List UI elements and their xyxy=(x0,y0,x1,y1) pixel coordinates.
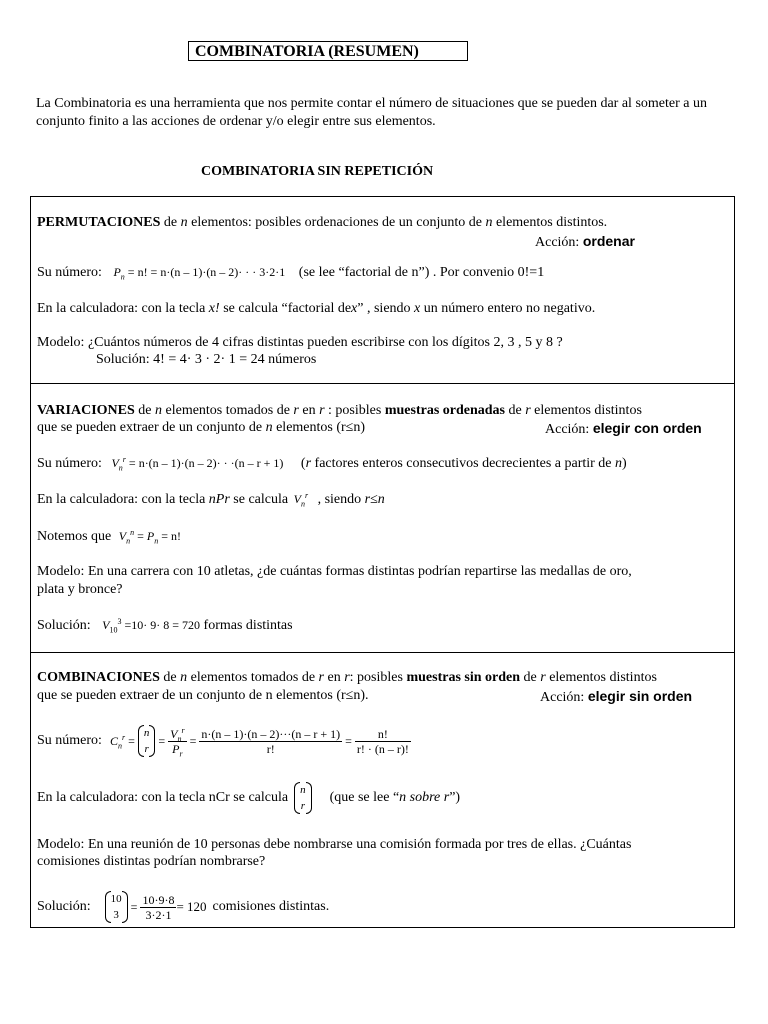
variaciones-box xyxy=(30,383,735,653)
intro-paragraph: La Combinatoria es una herramienta que nos permite contar el número de situaciones que se pueden dar al someter a un conjunto finito a las acciones de ordenar y/o elegir entre sus elementos. xyxy=(36,96,707,129)
variaciones-modelo-1: Modelo: En una carrera con 10 atletas, ¿de cuántas formas distintas podrían repartirse las medallas de oro, xyxy=(37,564,632,579)
combinaciones-box xyxy=(30,652,735,928)
combinaciones-modelo-1: Modelo: En una reunión de 10 personas debe nombrarse una comisión formada por tres de ellas. ¿Cuántas xyxy=(37,837,632,852)
variaciones-definition-line2: que se pueden extraer de un conjunto de n elementos (r≤n) xyxy=(37,420,366,435)
combinaciones-definition-line2: que se pueden extraer de un conjunto de n elementos (r≤n). xyxy=(37,688,369,703)
permutaciones-solucion: Solución: 4! = 4· 3 · 2· 1 = 24 números xyxy=(96,352,317,367)
variaciones-accion: Acción: elegir con orden xyxy=(545,420,702,437)
combinaciones-calculadora: En la calculadora: con la tecla nCr se calcula n r (que se lee “ n sobre r ”) xyxy=(37,784,461,812)
permutaciones-definition: PERMUTACIONES de n elementos: posibles ordenaciones de un conjunto de n elementos distintos. xyxy=(37,215,608,230)
variaciones-solucion: Solución: $V_{10}^3 =10\cdot 9\cdot 8 = 720$ formas distintas xyxy=(37,617,293,635)
section-subtitle: COMBINATORIA SIN REPETICIÓN xyxy=(201,164,434,179)
permutaciones-calculadora: En la calculadora: con la tecla x! se calcula “factorial dex” , siendo x un número entero no negativo. xyxy=(37,301,596,316)
variaciones-numero: Su número: $V_n^r = n\cdot(n - 1)\cdot(n - 2)\cdot \cdot \cdot(n - r + 1)$ (r factores enteros consecutivos decrecientes a partir de n) xyxy=(37,455,627,473)
combinaciones-accion: Acción: elegir sin orden xyxy=(540,688,693,705)
combinaciones-modelo-2: comisiones distintas podrían nombrarse? xyxy=(37,854,266,869)
permutaciones-modelo: Modelo: ¿Cuántos números de 4 cifras distintas pueden escribirse con los dígitos 2, 3 , 5 y 8 ? xyxy=(37,335,563,350)
permutaciones-box xyxy=(30,196,735,384)
variaciones-modelo-2: plata y bronce? xyxy=(37,582,123,597)
variaciones-calculadora: En la calculadora: con la tecla nPr se calcula $V_n^r$ , siendo r≤n xyxy=(37,491,385,509)
combinaciones-definition: COMBINACIONES de n elementos tomados de r en r: posibles muestras sin orden de r elementos distintos xyxy=(37,670,657,685)
permutaciones-numero: Su número: $P_n = n$! = n·(n – 1)·(n – 2)· · · 3·2·1 (se lee “factorial de n”) . Por convenio 0!=1 xyxy=(37,265,545,282)
permutaciones-accion: Acción: ordenar xyxy=(535,233,635,250)
variaciones-definition: VARIACIONES de n elementos tomados de r en r : posibles muestras ordenadas de r elementos distintos xyxy=(37,403,642,418)
combinaciones-solucion: Solución: 10 3 = $\frac{10\cdot 9\cdot 8}{3\cdot 2\cdot 1}$ = 120 comisiones distintas. xyxy=(37,892,330,922)
combinaciones-numero: Su número: $C_n^r$ = n r = $\frac{V_n^r}{P_r}$ = $\frac{n\cdot(n - 1)\cdot(n - 2)\cdot\cdot\cdot(n - r + 1)}{r!}$ = $\frac{n!}{r! \cdot (n - r)!}$ xyxy=(37,725,409,758)
page-title: COMBINATORIA (RESUMEN) xyxy=(188,41,468,61)
variaciones-notemos: Notemos que $V_n^n = P_n = n$! xyxy=(37,528,181,546)
